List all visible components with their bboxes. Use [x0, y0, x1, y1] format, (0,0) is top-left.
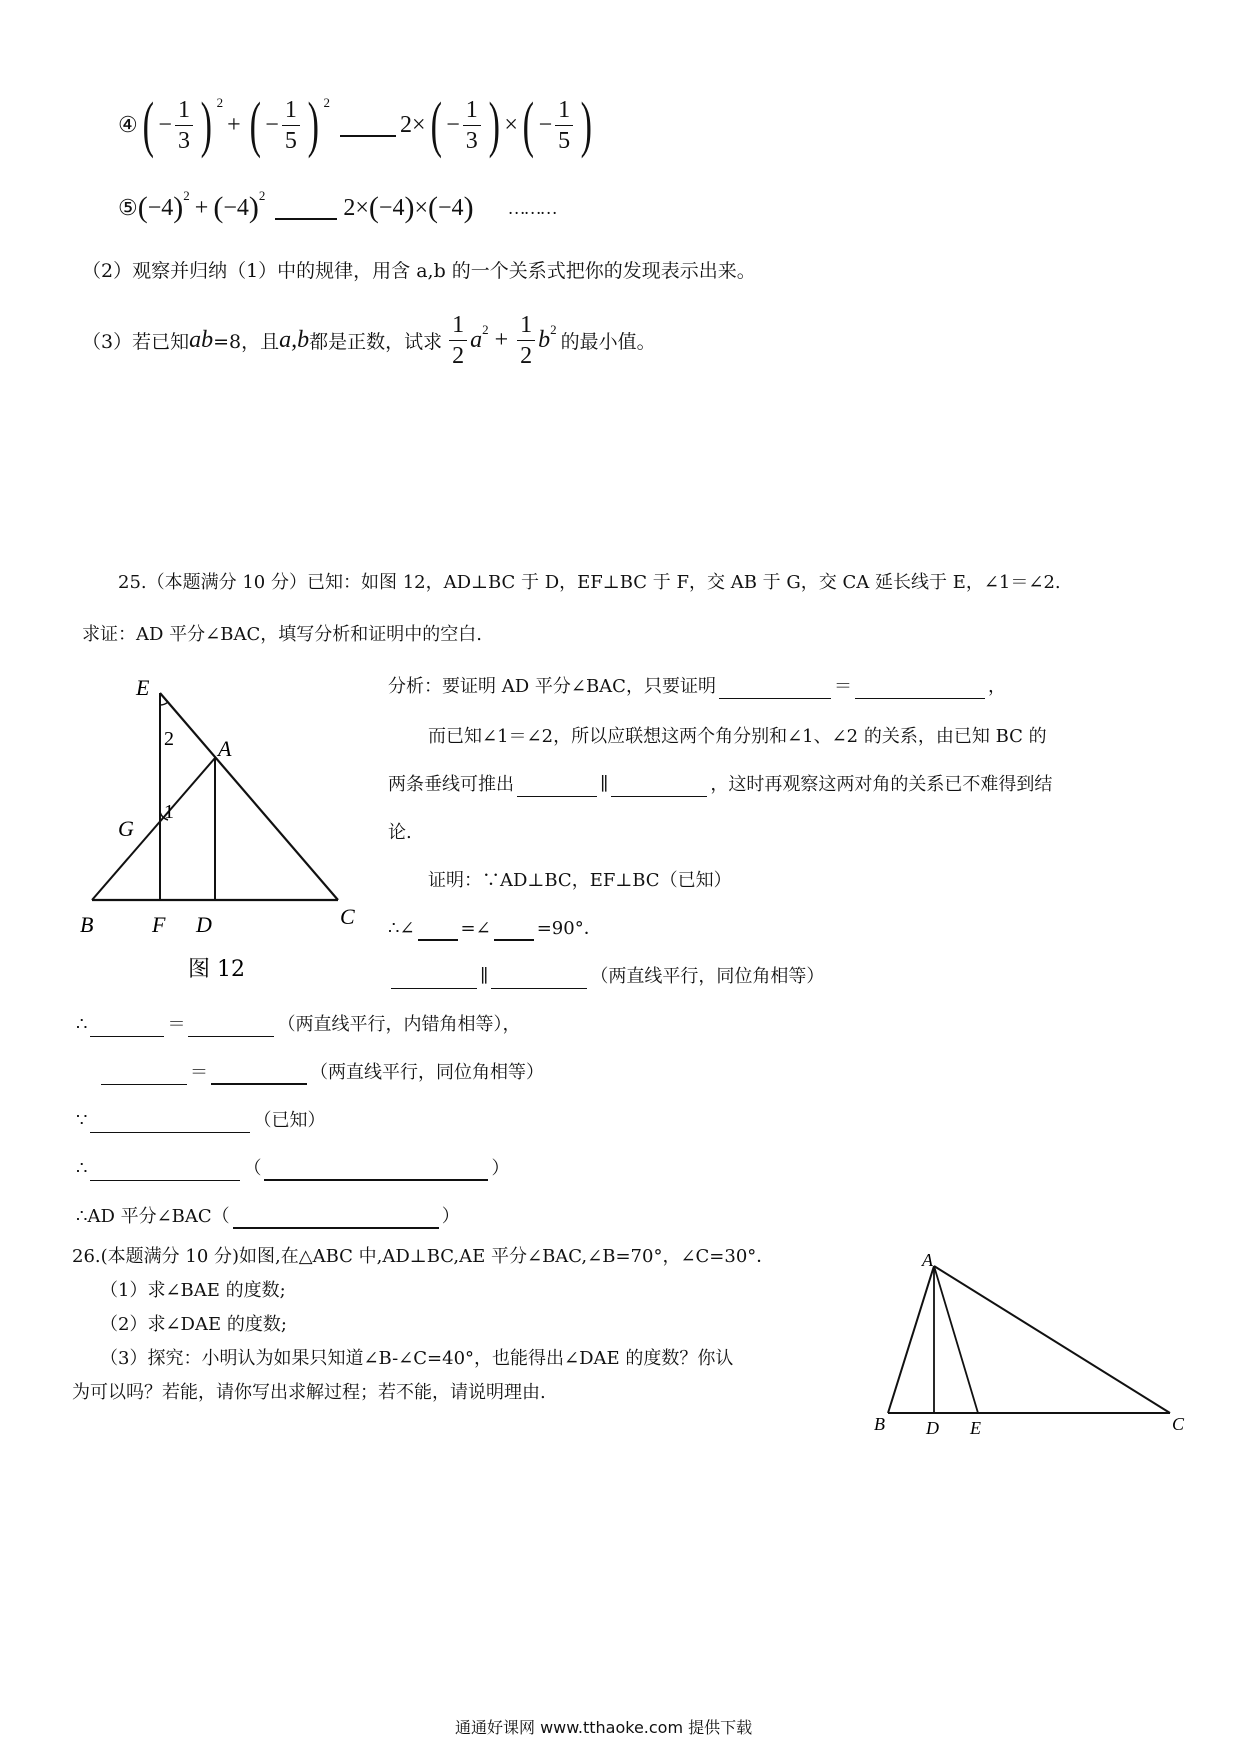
answer-blank[interactable]: [233, 1205, 439, 1229]
minus-sign: −: [265, 111, 279, 138]
paren-close: ): [307, 91, 319, 159]
plus-sign: +: [494, 326, 509, 353]
proof2-suffix: =90°．: [536, 918, 602, 939]
therefore: ∴: [76, 1014, 88, 1035]
eq-sign: ＝: [167, 1014, 186, 1035]
line3-suffix: ，这时再观察这两对角的关系已不难得到结: [710, 774, 1053, 795]
angle-2-arc: [160, 702, 168, 705]
exponent: 2: [183, 188, 190, 203]
label-b: B: [80, 912, 94, 937]
frac-den: 3: [465, 127, 478, 154]
proof8-prefix: ∴AD 平分∠BAC（: [76, 1206, 230, 1227]
analysis-prefix: 分析：要证明 AD 平分∠BAC，只要证明: [388, 676, 716, 697]
label-c: C: [340, 904, 355, 929]
proof-line-6: [76, 1106, 325, 1133]
figure-triangle-abc: [870, 1248, 1200, 1448]
expression-half-a2-half-b2: [446, 313, 557, 368]
q24-part3: [82, 312, 656, 368]
exponent: 2: [323, 95, 330, 110]
paren-close: ): [580, 91, 593, 159]
frac-num: 1: [517, 313, 535, 341]
paren-open: (: [430, 91, 442, 159]
q24-item4: [118, 90, 597, 160]
frac-num: 1: [555, 98, 573, 126]
answer-blank[interactable]: [264, 1157, 488, 1181]
eq-sign: ＝: [833, 676, 852, 697]
item4-marker: ④: [118, 112, 138, 137]
analysis-line-3: [388, 770, 1052, 797]
coefficient: 2: [400, 111, 412, 138]
paren-close: ): [488, 91, 500, 159]
segment-ab: [888, 1266, 934, 1413]
label-c: C: [1172, 1414, 1185, 1434]
paren-close: ): [463, 191, 474, 224]
label-angle-1: 1: [164, 801, 174, 823]
segment-ec: [160, 693, 338, 900]
proof-line-2: [388, 914, 602, 941]
base: −4: [147, 194, 174, 221]
proof-line-3: [388, 962, 824, 989]
frac-den: 2: [520, 342, 533, 369]
answer-blank[interactable]: [494, 917, 534, 941]
paren-open: (: [522, 91, 534, 159]
label-a: A: [922, 1250, 933, 1270]
times-sign: ×: [412, 111, 426, 138]
analysis-line-2: 而已知∠1＝∠2，所以应联想这两个角分别和∠1、∠2 的关系，由已知 BC 的: [428, 726, 1047, 747]
q26-part2: （2）求∠DAE 的度数;: [100, 1314, 287, 1335]
answer-blank[interactable]: [101, 1062, 187, 1085]
answer-blank[interactable]: [90, 1110, 250, 1133]
paren-close: ）: [441, 1206, 460, 1227]
proof-line-5: [98, 1058, 544, 1085]
answer-blank[interactable]: [275, 196, 337, 220]
part3-mid: =8，且: [213, 330, 280, 353]
frac-den: 2: [452, 342, 465, 369]
part3-mid2: 都是正数，试求: [309, 330, 443, 353]
paren-open: (: [137, 191, 148, 224]
paren-open: (: [213, 191, 224, 224]
answer-blank[interactable]: [90, 1158, 240, 1181]
paren-open: (: [249, 91, 261, 159]
proof-line-4: [76, 1010, 520, 1037]
analysis-line-4: 论.: [388, 822, 412, 843]
line3-prefix: 两条垂线可推出: [388, 774, 514, 795]
fraction-1-5: [282, 98, 300, 153]
answer-blank[interactable]: [611, 774, 707, 797]
therefore: ∴: [76, 1158, 88, 1179]
answer-blank[interactable]: [211, 1061, 307, 1085]
proof-line-8: [76, 1202, 460, 1229]
q25-intro: 25.（本题满分 10 分）已知：如图 12，AD⊥BC 于 D，EF⊥BC 于 F，交 AB 于 G，交 CA 延长线于 E，∠1＝∠2.: [118, 572, 1061, 593]
label-e: E: [136, 675, 150, 700]
answer-blank[interactable]: [855, 676, 985, 699]
segment-ae: [934, 1266, 978, 1413]
frac-num: 1: [175, 98, 193, 126]
times-sign: ×: [355, 194, 369, 221]
reason: （两直线平行，同位角相等）: [310, 1062, 544, 1083]
minus-sign: −: [538, 111, 553, 138]
label-a: A: [218, 736, 232, 761]
exponent: 2: [258, 188, 266, 203]
fraction-half: [517, 313, 535, 368]
comma: ，: [987, 676, 1006, 697]
eq-sign: ＝: [190, 1062, 208, 1083]
frac-num: 1: [282, 98, 300, 126]
base: −4: [438, 194, 464, 221]
answer-blank[interactable]: [719, 676, 831, 699]
times-sign: ×: [414, 194, 429, 221]
parallel-sign: ∥: [480, 966, 489, 987]
label-f: F: [152, 912, 166, 937]
answer-blank[interactable]: [90, 1014, 164, 1037]
plus-sign: +: [227, 111, 241, 138]
proof-line-1: 证明：∵AD⊥BC，EF⊥BC（已知）: [428, 870, 732, 891]
frac-num: 1: [449, 313, 467, 341]
minus-sign: −: [446, 111, 460, 138]
var-b: b: [538, 326, 551, 353]
proof-line-7: [76, 1154, 509, 1181]
answer-blank[interactable]: [517, 774, 597, 797]
part3-suffix: 的最小值。: [560, 330, 656, 353]
proof2-prefix: ∴∠: [388, 918, 415, 939]
frac-den: 3: [177, 127, 190, 154]
q24-part2: （2）观察并归纳（1）中的规律，用含 a,b 的一个关系式把你的发现表示出来。: [82, 260, 756, 282]
label-g: G: [118, 816, 134, 841]
minus-sign: −: [158, 111, 172, 138]
exponent: 2: [550, 322, 557, 337]
q26-part1: （1）求∠BAE 的度数;: [100, 1280, 286, 1301]
fraction-1-3: [175, 98, 193, 153]
paren-close: ）: [491, 1158, 510, 1179]
fraction-1-5: [555, 98, 573, 153]
exponent: 2: [482, 322, 489, 337]
times-sign: ×: [504, 111, 518, 138]
segment-ac: [934, 1266, 1170, 1413]
var-ab: ab: [189, 326, 214, 353]
paren-open: （: [243, 1158, 262, 1179]
answer-blank[interactable]: [340, 113, 396, 137]
segment-ba: [92, 758, 215, 900]
q24-item5: [118, 188, 556, 228]
label-b: B: [874, 1414, 885, 1434]
label-e: E: [970, 1418, 981, 1438]
paren-close: ): [404, 191, 415, 224]
var-a: a: [470, 326, 483, 353]
q26-intro: 26.(本题满分 10 分)如图,在△ABC 中,AD⊥BC,AE 平分∠BAC,∠B=70°，∠C=30°．: [72, 1246, 775, 1267]
figure-12: [80, 670, 370, 1000]
paren-open: (: [368, 191, 379, 224]
answer-blank[interactable]: [391, 966, 477, 989]
frac-den: 5: [284, 127, 297, 154]
exponent: 2: [216, 95, 224, 110]
coefficient: 2: [343, 194, 356, 221]
figure-caption: 图 12: [188, 957, 245, 982]
page-footer: 通通好课网 www.tthaoke.com 提供下载: [455, 1718, 753, 1737]
paren-close: ): [248, 191, 259, 224]
answer-blank[interactable]: [188, 1014, 274, 1037]
label-d: D: [926, 1418, 939, 1438]
paren-open: (: [428, 191, 439, 224]
paren-close: ): [173, 191, 184, 224]
q25-ask: 求证：AD 平分∠BAC，填写分析和证明中的空白.: [82, 624, 482, 645]
because: ∵: [76, 1110, 88, 1131]
var-ab-list: a,b: [279, 326, 310, 353]
reason: （两直线平行，内错角相等），: [277, 1014, 521, 1035]
part3-prefix: （3）若已知: [82, 330, 190, 353]
reason: （已知）: [253, 1110, 326, 1131]
frac-den: 5: [558, 127, 571, 154]
fraction-1-3: [463, 98, 481, 153]
reason: （两直线平行，同位角相等）: [590, 966, 825, 987]
ellipsis: ………: [507, 197, 556, 218]
frac-num: 1: [463, 98, 481, 126]
proof2-mid: =∠: [460, 918, 491, 939]
answer-blank[interactable]: [418, 917, 458, 941]
answer-blank[interactable]: [491, 966, 587, 989]
label-d: D: [196, 912, 212, 937]
paren-open: (: [142, 91, 154, 159]
paren-close: ): [200, 91, 212, 159]
base: −4: [223, 194, 249, 221]
fraction-half: [449, 313, 467, 368]
plus-sign: +: [194, 194, 209, 221]
q26-part3-line1: （3）探究：小明认为如果只知道∠B-∠C=40°，也能得出∠DAE 的度数？你认: [100, 1348, 734, 1369]
base: −4: [378, 194, 405, 221]
analysis-line-1: [388, 672, 1006, 699]
item5-marker: ⑤: [118, 195, 138, 220]
label-angle-2: 2: [164, 728, 174, 750]
q26-part3-line2: 为可以吗？若能，请你写出求解过程；若不能，请说明理由.: [72, 1382, 546, 1403]
parallel-sign: ∥: [600, 774, 609, 795]
